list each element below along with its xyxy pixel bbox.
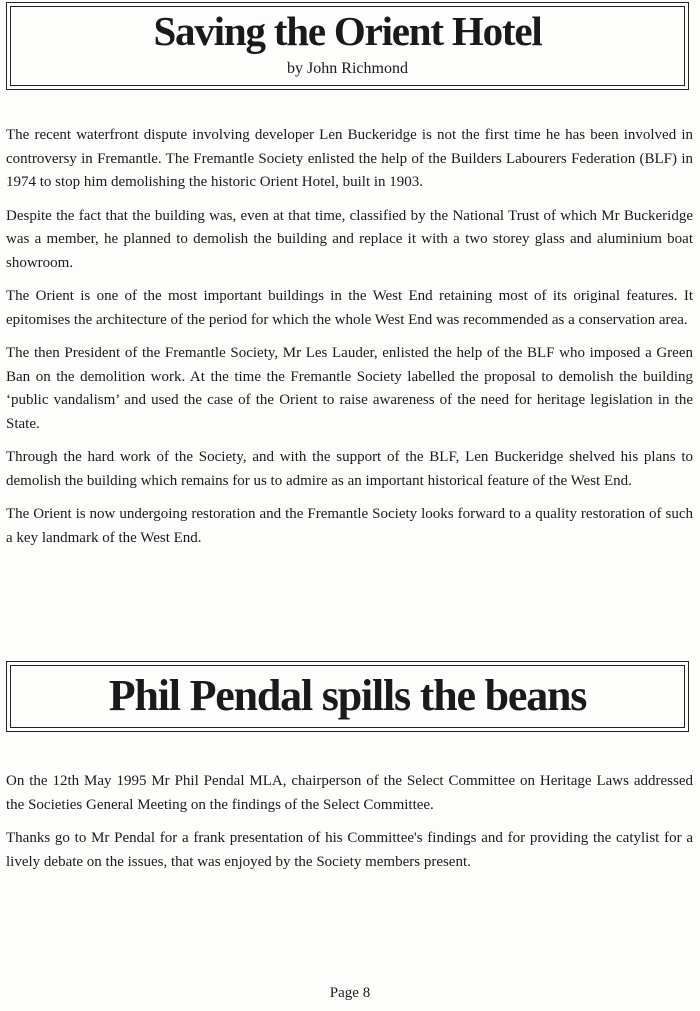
page-number: Page 8: [329, 985, 371, 1001]
article1-paragraph: The recent waterfront dispute involving developer Len Buckeridge is not the first time he has been involved in controversy in Fremantle. The Fremantle Society enlisted the help of the Builders Labourers Federation (BLF) in 1974 to stop him demolishing the historic Orient Hotel, built in 1903.: [6, 127, 693, 190]
article1-title-box: [6, 2, 689, 90]
article1-paragraph: The Orient is one of the most important buildings in the West End retaining most of its original features. It epitomises the architecture of the period for which the whole West End was recommended as a conservation area.: [6, 288, 693, 328]
article2-paragraph: On the 12th May 1995 Mr Phil Pendal MLA, chairperson of the Select Committee on Heritage Laws addressed the Societies General Meeting on the findings of the Select Committee.: [6, 773, 693, 813]
article2-title: Phil Pendal spills the beans: [108, 671, 587, 720]
article1-paragraph: Through the hard work of the Society, and with the support of the BLF, Len Buckeridge shelved his plans to demolish the building which remains for us to admire as an important historical feature of the West End.: [6, 449, 693, 489]
article2-body: [6, 770, 693, 884]
article1-body: [6, 124, 693, 560]
article2-title-box: [6, 661, 689, 732]
article1-paragraph: The then President of the Fremantle Society, Mr Les Lauder, enlisted the help of the BLF who imposed a Green Ban on the demolition work. At the time the Fremantle Society labelled the proposal to demolish the building ‘public vandalism’ and used the case of the Orient to raise awareness of the need for heritage legislation in the State.: [6, 345, 693, 432]
article1-paragraph: Despite the fact that the building was, even at that time, classified by the National Trust of which Mr Buckeridge was a member, he planned to demolish the building and replace it with a two storey glass and aluminium boat showroom.: [6, 207, 693, 271]
article2-paragraph: Thanks go to Mr Pendal for a frank presentation of his Committee's findings and for providing the catylist for a lively debate on the issues, that was enjoyed by the Society members present.: [6, 830, 693, 870]
article1-title: Saving the Orient Hotel: [153, 8, 542, 54]
article1-byline: by John Richmond: [287, 60, 408, 77]
article1-paragraph: The Orient is now undergoing restoration and the Fremantle Society looks forward to a quality restoration of such a key landmark of the West End.: [6, 506, 693, 546]
